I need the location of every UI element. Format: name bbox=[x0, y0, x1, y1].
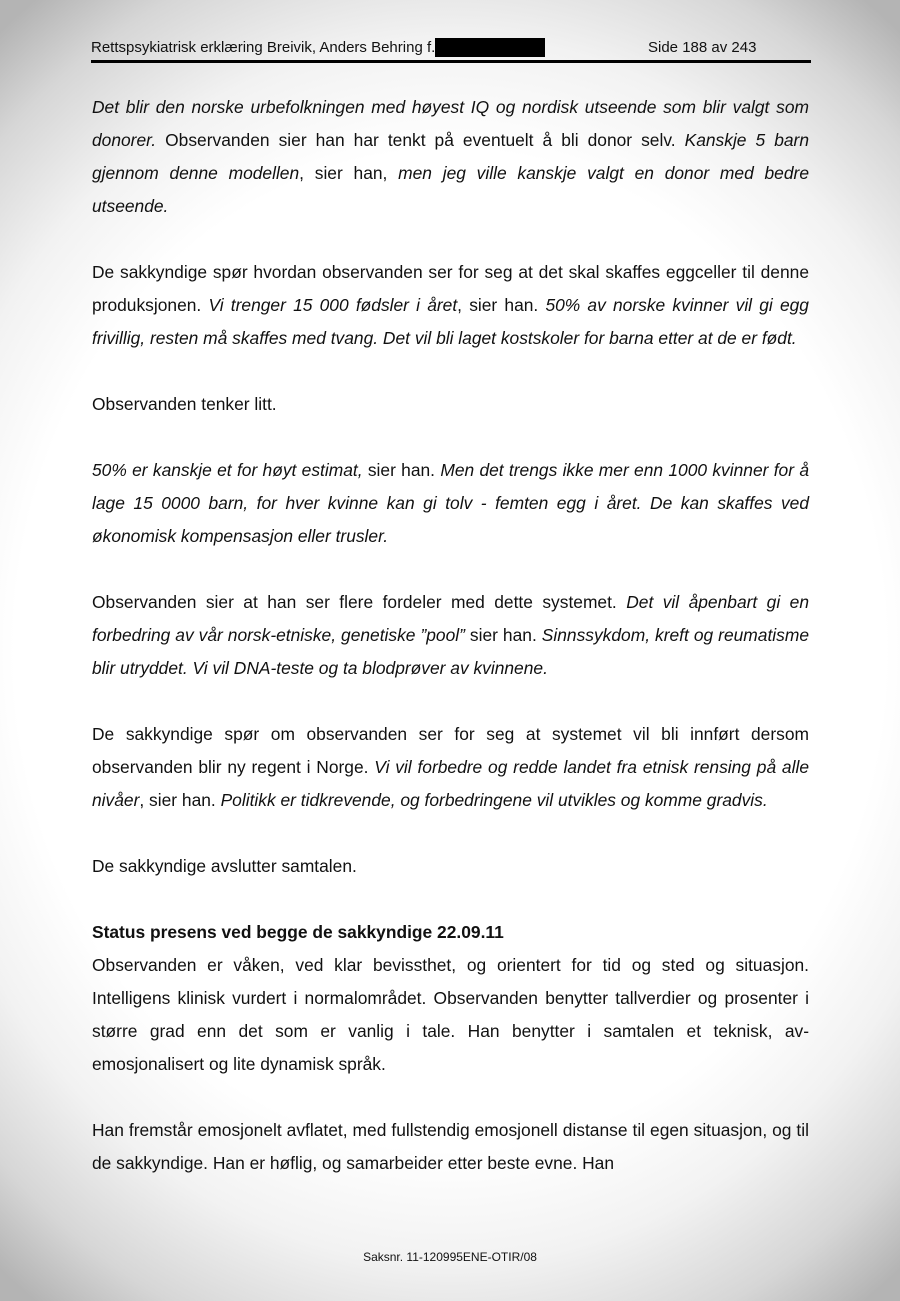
body-paragraph bbox=[92, 91, 809, 223]
page-footer: Saksnr. 11-120995ENE-OTIR/08 bbox=[363, 1250, 537, 1264]
body-paragraph bbox=[92, 256, 809, 355]
body-paragraph bbox=[92, 718, 809, 817]
quoted-speech: Vi vil forbedre og redde landet fra etnisk rensing på alle nivåer bbox=[92, 757, 809, 810]
quoted-speech: Det blir den norske urbefolkningen med høyest IQ og nordisk utseende som blir valgt som donorer. bbox=[92, 97, 809, 150]
document-body bbox=[92, 91, 809, 1180]
narrative-text: De sakkyndige spør hvordan observanden ser for seg at det skal skaffes eggceller til denne produksjonen. bbox=[92, 262, 809, 315]
narrative-text: De sakkyndige avslutter samtalen. bbox=[92, 856, 357, 876]
quoted-speech: Politikk er tidkrevende, og forbedringene vil utvikles og komme gradvis. bbox=[220, 790, 768, 810]
header-divider bbox=[91, 60, 811, 63]
narrative-text: Observanden tenker litt. bbox=[92, 394, 277, 414]
transcript-paragraphs bbox=[92, 91, 809, 883]
body-paragraph bbox=[92, 388, 809, 421]
header-document-title bbox=[91, 37, 545, 59]
quoted-speech: Men det trengs ikke mer enn 1000 kvinner for å lage 15 0000 barn, for hver kvinne kan gi tolv - femten egg i året. De kan skaffes ved økonomisk kompensasjon eller trusler. bbox=[92, 460, 809, 546]
redaction-block bbox=[435, 38, 545, 57]
page-indicator: Side 188 av 243 bbox=[648, 39, 757, 56]
section-paragraph: Observanden er våken, ved klar bevissthet, og orientert for tid og sted og situasjon. Intelligens klinisk vurdert i normalområdet. Observanden benytter tallverdier og prosenter i større grad enn det som er vanlig i tale. Han benytter i samtalen et teknisk, av- emosjonalisert og lite dynamisk språk. bbox=[92, 955, 809, 1074]
quoted-speech: Vi trenger 15 000 fødsler i året bbox=[208, 295, 458, 315]
body-paragraph bbox=[92, 454, 809, 553]
quoted-speech: Sinnssykdom, kreft og reumatisme blir utryddet. Vi vil DNA-teste og ta blodprøver av kvinnene. bbox=[92, 625, 809, 678]
quoted-speech: Det vil åpenbart gi en forbedring av vår norsk-etniske, genetiske ”pool” bbox=[92, 592, 809, 645]
quoted-speech: Kanskje 5 barn gjennom denne modellen bbox=[92, 130, 809, 183]
quoted-speech: 50% av norske kvinner vil gi egg frivillig, resten må skaffes med tvang. Det vil bli laget kostskoler for barna etter at de er født. bbox=[92, 295, 809, 348]
narrative-text: sier han. bbox=[362, 460, 441, 480]
narrative-text: De sakkyndige spør om observanden ser for seg at systemet vil bli innført dersom observanden blir ny regent i Norge. bbox=[92, 724, 809, 777]
section-heading: Status presens ved begge de sakkyndige 22.09.11 bbox=[92, 922, 504, 942]
narrative-text: Observanden sier at han ser flere fordeler med dette systemet. bbox=[92, 592, 627, 612]
body-paragraph bbox=[92, 850, 809, 883]
section-paragraph: Han fremstår emosjonelt avflatet, med fullstendig emosjonell distanse til egen situasjon, og til de sakkyndige. Han er høflig, og samarbeider etter beste evne. Han bbox=[92, 1120, 809, 1173]
quoted-speech: 50% er kanskje et for høyt estimat, bbox=[92, 460, 363, 480]
body-paragraph bbox=[92, 586, 809, 685]
quoted-speech: men jeg ville kanskje valgt en donor med bedre utseende. bbox=[92, 163, 809, 216]
narrative-text: , sier han. bbox=[457, 295, 546, 315]
narrative-text: , sier han, bbox=[299, 163, 399, 183]
page-header bbox=[91, 37, 811, 59]
narrative-text: , sier han. bbox=[139, 790, 221, 810]
narrative-text: Observanden sier han har tenkt på eventuelt å bli donor selv. bbox=[156, 130, 685, 150]
narrative-text: sier han. bbox=[464, 625, 542, 645]
header-title-text: Rettspsykiatrisk erklæring Breivik, Anders Behring f. bbox=[91, 39, 436, 56]
